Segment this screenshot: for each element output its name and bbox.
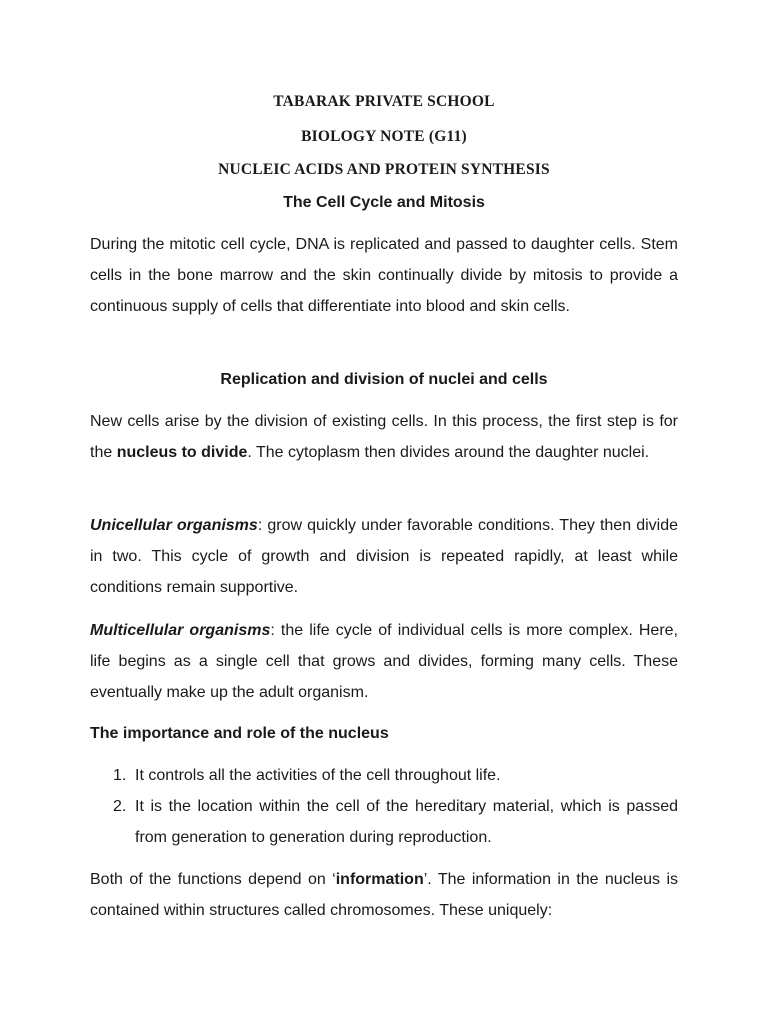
list-item-number: 2. (113, 798, 127, 815)
note-title: BIOLOGY NOTE (G11) (301, 128, 467, 145)
multicellular-text: : the life cycle of individual cells is more complex. Here, life begins as a single cell that grows and divides, forming many cells. These eventually make up the adult organism. (90, 622, 679, 701)
nucleus-to-divide-term: nucleus to divide (116, 444, 248, 461)
paragraph-new-cells-text-1: New cells arise by the division of existing cells. In this process, the first step is for the (90, 413, 678, 461)
list-item-text: It is the location within the cell of the hereditary material, which is passed from generation to generation during reproduction. (135, 798, 678, 846)
paragraph-information-text-2: ’. The information in the nucleus is contained within structures called chromosomes. These uniquely: (90, 871, 679, 919)
unicellular-text: : grow quickly under favorable conditions. They then divide in two. This cycle of growth and division is repeated rapidly, at least while conditions remain supportive. (90, 517, 678, 596)
intro-paragraph: During the mitotic cell cycle, DNA is replicated and passed to daughter cells. Stem cells in the bone marrow and the skin continually divide by mitosis to provide a continuous supply of cells that differentiate into blood and skin cells. (90, 236, 678, 315)
paragraph-new-cells (90, 406, 678, 468)
section-heading-nucleus: The importance and role of the nucleus (90, 725, 389, 742)
nucleus-roles-list (90, 760, 678, 853)
school-name: TABARAK PRIVATE SCHOOL (273, 93, 495, 110)
information-term: information (335, 871, 424, 888)
topic-title: NUCLEIC ACIDS AND PROTEIN SYNTHESIS (218, 161, 550, 178)
page-title: The Cell Cycle and Mitosis (283, 194, 485, 211)
paragraph-information (90, 864, 678, 926)
paragraph-multicellular (90, 615, 678, 708)
paragraph-unicellular (90, 510, 678, 603)
list-item (90, 791, 678, 853)
list-item-text: It controls all the activities of the cell throughout life. (135, 767, 501, 784)
list-item (90, 760, 678, 791)
section-heading-replication: Replication and division of nuclei and cells (220, 371, 548, 388)
paragraph-information-text-1: Both of the functions depend on ‘ (90, 871, 336, 888)
list-item-number: 1. (113, 767, 127, 784)
paragraph-new-cells-text-2: . The cytoplasm then divides around the daughter nuclei. (247, 444, 650, 461)
unicellular-term: Unicellular organisms (90, 517, 258, 534)
multicellular-term: Multicellular organisms (90, 622, 271, 639)
